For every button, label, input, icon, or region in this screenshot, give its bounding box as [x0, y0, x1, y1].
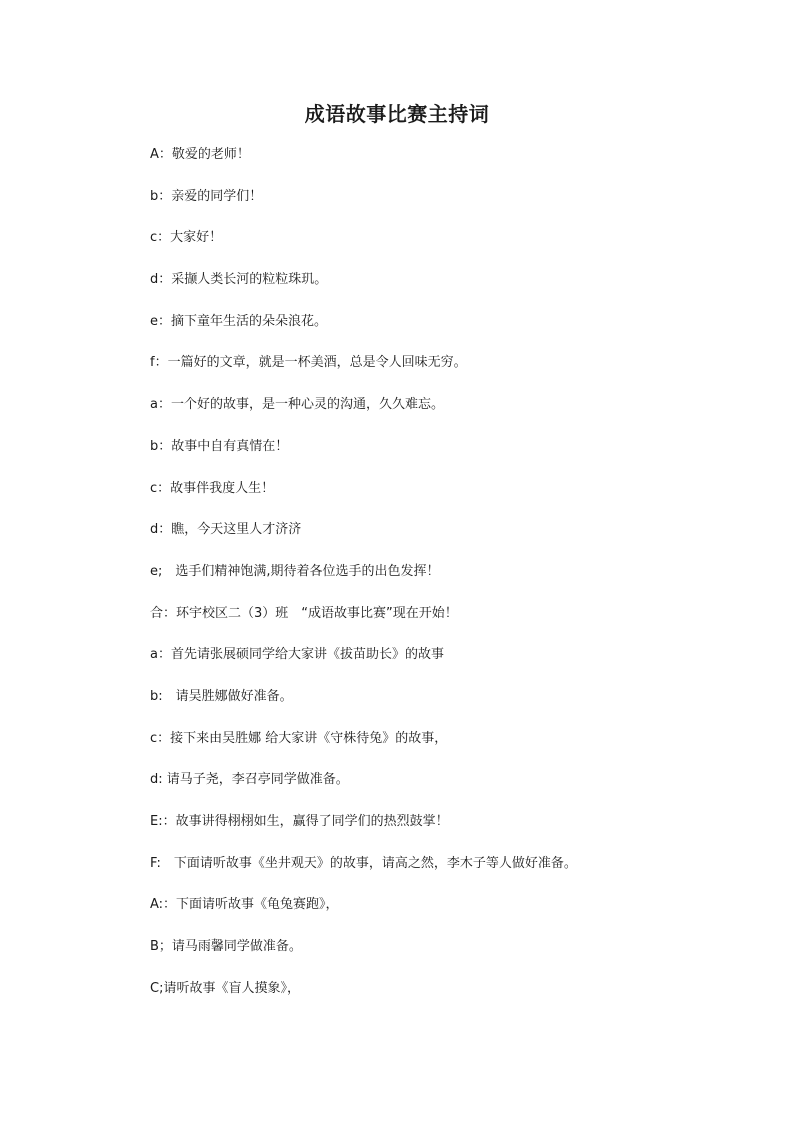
document-title: 成语故事比赛主持词 — [304, 102, 490, 126]
script-line: e; 选手们精神饱满,期待着各位选手的出色发挥！ — [150, 563, 440, 579]
script-line: b：亲爱的同学们！ — [150, 188, 263, 204]
script-line: c：接下来由吴胜娜 给大家讲《守株待兔》的故事， — [150, 730, 448, 746]
script-line: E:：故事讲得栩栩如生，赢得了同学们的热烈鼓掌！ — [150, 814, 449, 829]
script-lines — [150, 145, 750, 1020]
script-line: b：故事中自有真情在！ — [150, 438, 289, 454]
script-line: F: 下面请听故事《坐井观天》的故事，请高之然，李木子等人做好准备。 — [150, 855, 577, 871]
script-line: f：一篇好的文章，就是一杯美酒，总是令人回味无穷。 — [150, 355, 467, 371]
script-line: C;请听故事《盲人摸象》， — [150, 980, 300, 996]
script-line: c：故事伴我度人生！ — [150, 480, 275, 496]
script-line: A：敬爱的老师！ — [150, 147, 250, 162]
script-line: 合：环宇校区二（3）班 “成语故事比赛”现在开始！ — [150, 605, 458, 621]
script-line: c：大家好！ — [150, 230, 223, 246]
script-line: e：摘下童年生活的朵朵浪花。 — [150, 313, 327, 329]
script-line: B；请马雨馨同学做准备。 — [150, 939, 302, 955]
script-line: d: 请马子尧，李召亭同学做准备。 — [150, 772, 349, 788]
script-line: a：首先请张展硕同学给大家讲《拔苗助长》的故事 — [150, 647, 444, 663]
script-line: a：一个好的故事，是一种心灵的沟通，久久难忘。 — [150, 397, 444, 413]
script-line: d：瞧，今天这里人才济济 — [150, 522, 302, 538]
script-line: A:：下面请听故事《龟兔赛跑》， — [150, 897, 339, 913]
script-line: b: 请吴胜娜做好准备。 — [150, 688, 293, 704]
script-line: d：采撷人类长河的粒粒珠玑。 — [150, 272, 328, 288]
